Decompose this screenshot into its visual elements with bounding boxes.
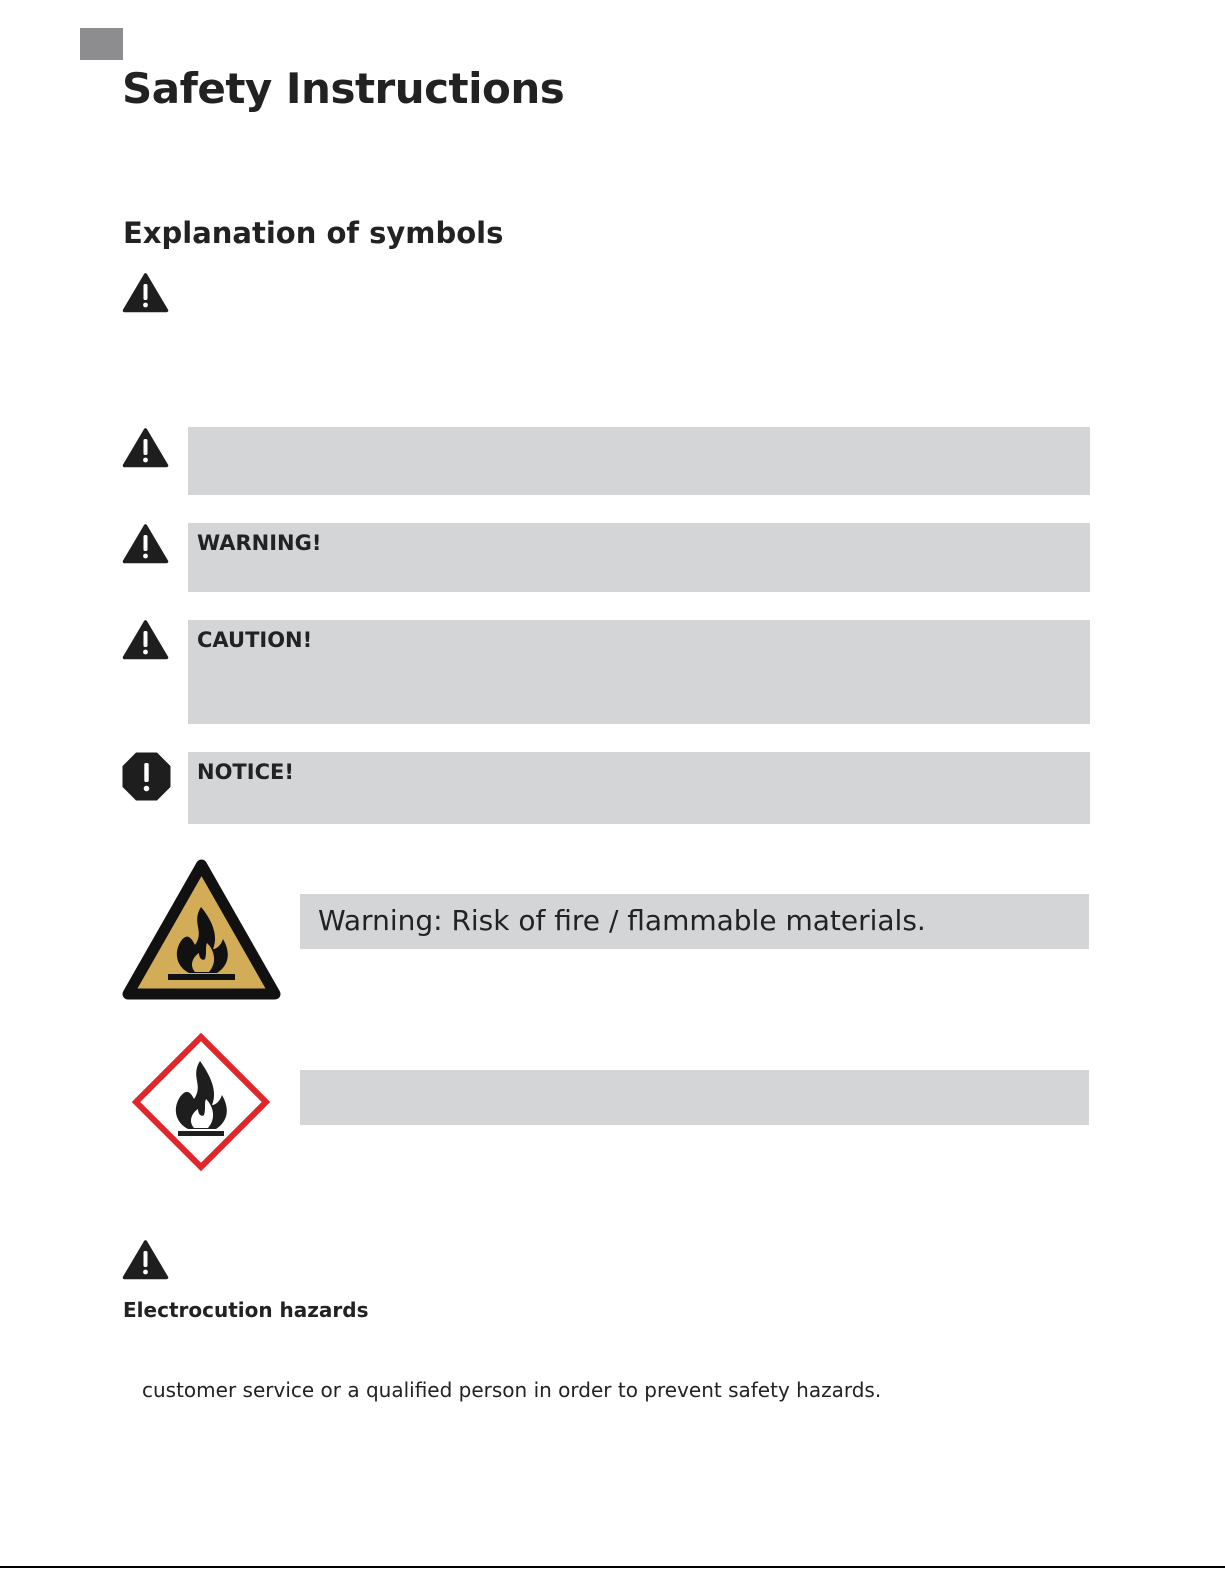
warning-triangle-icon: [122, 523, 169, 564]
warning-triangle-icon: [122, 427, 169, 468]
fire-warning-text: Warning: Risk of fire / flammable materials.: [318, 904, 926, 937]
fire-warning-box: [300, 894, 1089, 949]
warning-label: WARNING!: [197, 531, 322, 555]
fire-warning-sign-icon: [121, 857, 282, 1001]
page-title: Safety Instructions: [122, 64, 565, 113]
warning-triangle-icon: [122, 272, 169, 313]
flammable-box: [300, 1070, 1089, 1125]
hazard-body-text: customer service or a qualified person in order to prevent safety hazards.: [142, 1378, 882, 1402]
page-tab-marker: [80, 28, 123, 60]
bottom-rule: [0, 1566, 1225, 1568]
notice-label: NOTICE!: [197, 760, 294, 784]
notice-box: [188, 752, 1090, 824]
warning-triangle-icon: [122, 619, 169, 660]
caution-box: [188, 620, 1090, 724]
warning-box: [188, 523, 1090, 592]
warning-triangle-icon: [122, 1239, 169, 1280]
danger-box: [188, 427, 1090, 495]
notice-octagon-icon: [122, 752, 171, 801]
caution-label: CAUTION!: [197, 628, 313, 652]
electrocution-hazards-title: Electrocution hazards: [123, 1298, 369, 1322]
section-title: Explanation of symbols: [123, 216, 504, 250]
flammable-ghs-pictogram-icon: [130, 1031, 272, 1173]
